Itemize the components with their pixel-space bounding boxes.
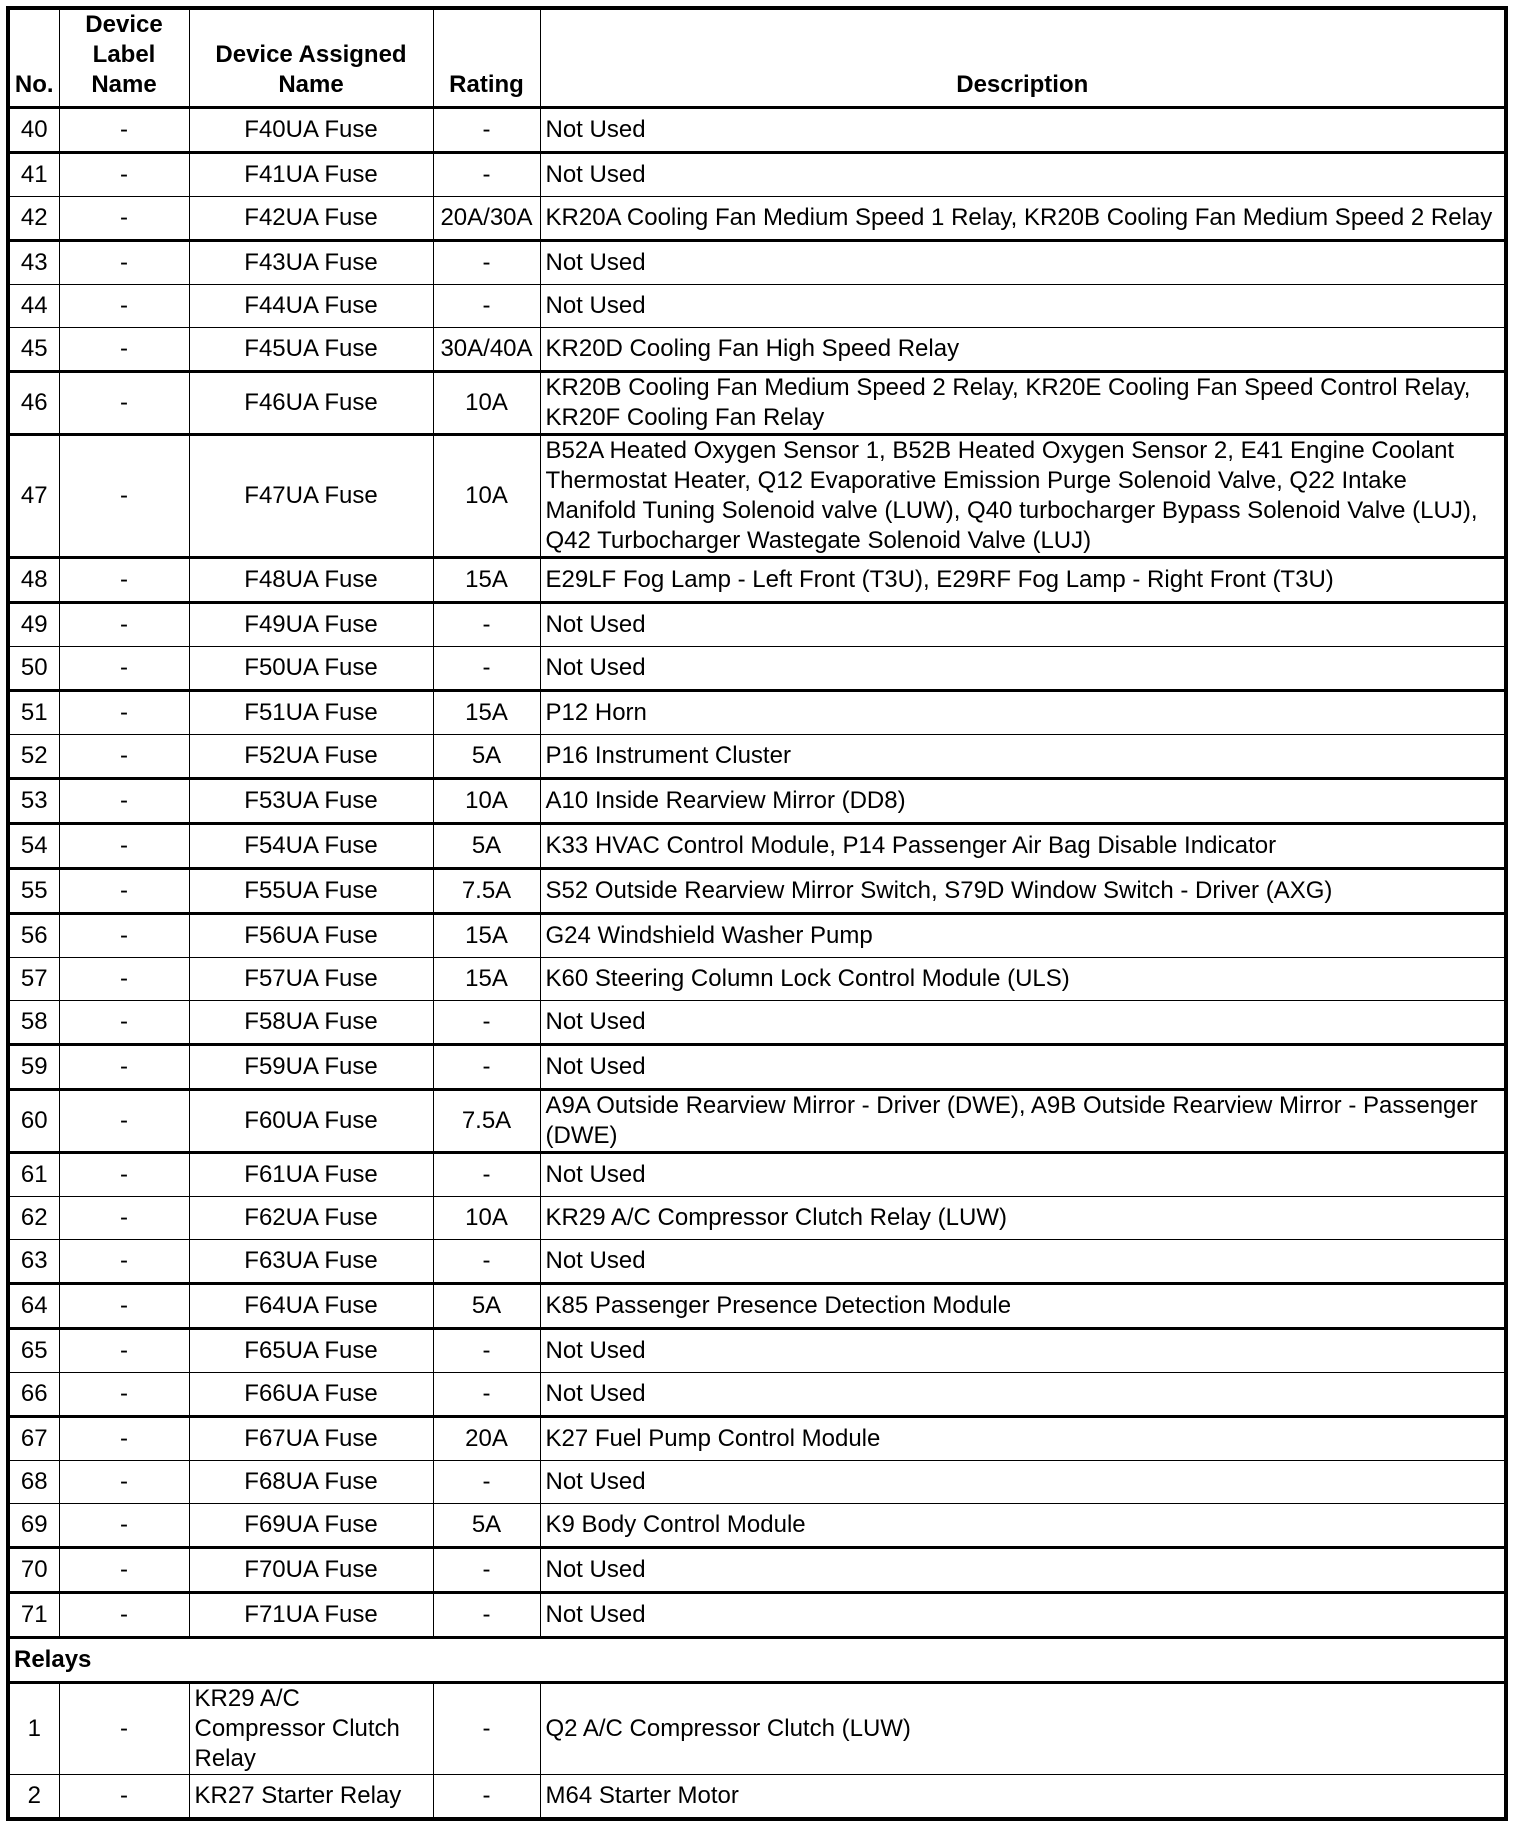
cell-no: 46 (8, 372, 59, 435)
cell-description: Not Used (540, 1373, 1506, 1417)
fuse-row (8, 691, 1506, 735)
cell-device-label-name: - (59, 1001, 189, 1045)
cell-device-label-name: - (59, 435, 189, 558)
cell-no: 64 (8, 1284, 59, 1329)
cell-description: Not Used (540, 153, 1506, 197)
cell-rating: 20A/30A (433, 197, 540, 241)
fuse-row (8, 285, 1506, 328)
cell-device-label-name: - (59, 1775, 189, 1820)
cell-device-assigned-name: F40UA Fuse (189, 108, 433, 153)
cell-description: Q2 A/C Compressor Clutch (LUW) (540, 1683, 1506, 1775)
fuse-row (8, 558, 1506, 603)
cell-description: Not Used (540, 108, 1506, 153)
cell-description: Not Used (540, 1329, 1506, 1373)
cell-no: 62 (8, 1197, 59, 1240)
cell-description: P16 Instrument Cluster (540, 735, 1506, 779)
cell-no: 55 (8, 869, 59, 914)
fuse-row (8, 1461, 1506, 1504)
cell-device-label-name: - (59, 1373, 189, 1417)
cell-description: KR20A Cooling Fan Medium Speed 1 Relay, KR20B Cooling Fan Medium Speed 2 Relay (540, 197, 1506, 241)
fuse-row (8, 435, 1506, 558)
cell-description: S52 Outside Rearview Mirror Switch, S79D Window Switch - Driver (AXG) (540, 869, 1506, 914)
cell-device-assigned-name: F42UA Fuse (189, 197, 433, 241)
fuse-row (8, 1504, 1506, 1548)
cell-rating: - (433, 241, 540, 285)
cell-no: 44 (8, 285, 59, 328)
header-rating: Rating (433, 8, 540, 108)
cell-no: 69 (8, 1504, 59, 1548)
cell-device-assigned-name: F58UA Fuse (189, 1001, 433, 1045)
cell-description: KR20B Cooling Fan Medium Speed 2 Relay, KR20E Cooling Fan Speed Control Relay, KR20F Cooling Fan Relay (540, 372, 1506, 435)
cell-device-assigned-name: F69UA Fuse (189, 1504, 433, 1548)
relays-section-row (8, 1638, 1506, 1683)
fuse-row (8, 735, 1506, 779)
cell-description: Not Used (540, 647, 1506, 691)
cell-rating: 15A (433, 958, 540, 1001)
cell-rating: - (433, 1001, 540, 1045)
cell-no: 59 (8, 1045, 59, 1090)
cell-device-assigned-name: F62UA Fuse (189, 1197, 433, 1240)
cell-no: 54 (8, 824, 59, 869)
cell-no: 65 (8, 1329, 59, 1373)
cell-device-assigned-name: F68UA Fuse (189, 1461, 433, 1504)
cell-description: Not Used (540, 1045, 1506, 1090)
cell-no: 42 (8, 197, 59, 241)
cell-rating: 10A (433, 372, 540, 435)
cell-description: Not Used (540, 1240, 1506, 1284)
cell-device-label-name: - (59, 241, 189, 285)
fuse-row (8, 108, 1506, 153)
cell-no: 61 (8, 1153, 59, 1197)
cell-description: B52A Heated Oxygen Sensor 1, B52B Heated Oxygen Sensor 2, E41 Engine Coolant Thermostat Heater, Q12 Evaporative Emission Purge Solenoid Valve, Q22 Intake Manifold Tuning Solenoid valve (LUW), Q40 turbocharger Bypass Solenoid Valve (LUJ), Q42 Turbocharger Wastegate Solenoid Valve (LUJ) (540, 435, 1506, 558)
cell-device-label-name: - (59, 1504, 189, 1548)
fuse-row (8, 1373, 1506, 1417)
cell-description: K85 Passenger Presence Detection Module (540, 1284, 1506, 1329)
cell-device-label-name: - (59, 958, 189, 1001)
cell-device-label-name: - (59, 779, 189, 824)
cell-rating: 7.5A (433, 869, 540, 914)
cell-rating: - (433, 1373, 540, 1417)
fuse-row (8, 153, 1506, 197)
fuse-row (8, 779, 1506, 824)
cell-rating: 20A (433, 1417, 540, 1461)
cell-device-assigned-name: F71UA Fuse (189, 1593, 433, 1638)
cell-no: 52 (8, 735, 59, 779)
header-description: Description (540, 8, 1506, 108)
fuse-row (8, 1329, 1506, 1373)
relays-section-title: Relays (8, 1638, 1506, 1683)
cell-description: KR29 A/C Compressor Clutch Relay (LUW) (540, 1197, 1506, 1240)
cell-rating: 10A (433, 1197, 540, 1240)
cell-device-label-name: - (59, 691, 189, 735)
cell-rating: - (433, 647, 540, 691)
cell-device-assigned-name: F49UA Fuse (189, 603, 433, 647)
cell-no: 1 (8, 1683, 59, 1775)
cell-no: 56 (8, 914, 59, 958)
fuse-row (8, 647, 1506, 691)
relay-row (8, 1775, 1506, 1820)
cell-device-assigned-name: F54UA Fuse (189, 824, 433, 869)
cell-device-label-name: - (59, 1417, 189, 1461)
cell-device-assigned-name: F46UA Fuse (189, 372, 433, 435)
header-no: No. (8, 8, 59, 108)
fuse-row (8, 1240, 1506, 1284)
cell-device-label-name: - (59, 197, 189, 241)
cell-rating: - (433, 285, 540, 328)
cell-device-label-name: - (59, 1548, 189, 1593)
cell-device-assigned-name: F51UA Fuse (189, 691, 433, 735)
cell-device-label-name: - (59, 914, 189, 958)
cell-rating: 7.5A (433, 1090, 540, 1153)
cell-device-label-name: - (59, 647, 189, 691)
cell-device-assigned-name: F70UA Fuse (189, 1548, 433, 1593)
fuse-row (8, 197, 1506, 241)
cell-device-label-name: - (59, 153, 189, 197)
fuse-row (8, 1284, 1506, 1329)
fuse-row (8, 1417, 1506, 1461)
cell-device-assigned-name: F45UA Fuse (189, 328, 433, 372)
cell-rating: - (433, 108, 540, 153)
cell-device-assigned-name: F55UA Fuse (189, 869, 433, 914)
cell-description: Not Used (540, 603, 1506, 647)
cell-device-assigned-name: F63UA Fuse (189, 1240, 433, 1284)
cell-device-assigned-name: F47UA Fuse (189, 435, 433, 558)
cell-no: 41 (8, 153, 59, 197)
cell-device-assigned-name: F66UA Fuse (189, 1373, 433, 1417)
cell-no: 40 (8, 108, 59, 153)
fuse-row (8, 958, 1506, 1001)
cell-device-assigned-name: F41UA Fuse (189, 153, 433, 197)
cell-rating: 10A (433, 779, 540, 824)
cell-device-assigned-name: F57UA Fuse (189, 958, 433, 1001)
fuse-row (8, 1001, 1506, 1045)
fuse-row (8, 824, 1506, 869)
fuse-row (8, 1153, 1506, 1197)
cell-no: 2 (8, 1775, 59, 1820)
fuse-row (8, 869, 1506, 914)
fuse-row (8, 1548, 1506, 1593)
fuse-row (8, 241, 1506, 285)
cell-description: Not Used (540, 1461, 1506, 1504)
cell-description: A10 Inside Rearview Mirror (DD8) (540, 779, 1506, 824)
cell-no: 57 (8, 958, 59, 1001)
fuse-row (8, 372, 1506, 435)
cell-device-assigned-name: F64UA Fuse (189, 1284, 433, 1329)
cell-rating: - (433, 1329, 540, 1373)
cell-description: Not Used (540, 241, 1506, 285)
cell-description: Not Used (540, 285, 1506, 328)
cell-device-label-name: - (59, 108, 189, 153)
header-device-assigned-name: Device Assigned Name (189, 8, 433, 108)
cell-no: 68 (8, 1461, 59, 1504)
cell-device-label-name: - (59, 869, 189, 914)
header-device-label-name: Device Label Name (59, 8, 189, 108)
cell-device-label-name: - (59, 1593, 189, 1638)
cell-rating: 5A (433, 824, 540, 869)
cell-rating: 5A (433, 1284, 540, 1329)
cell-device-assigned-name: F44UA Fuse (189, 285, 433, 328)
cell-rating: - (433, 1045, 540, 1090)
cell-rating: - (433, 1775, 540, 1820)
fuse-table (6, 6, 1508, 1821)
cell-device-assigned-name: F56UA Fuse (189, 914, 433, 958)
cell-device-label-name: - (59, 824, 189, 869)
cell-device-assigned-name: F67UA Fuse (189, 1417, 433, 1461)
cell-description: Not Used (540, 1548, 1506, 1593)
cell-no: 67 (8, 1417, 59, 1461)
cell-no: 51 (8, 691, 59, 735)
fuse-row (8, 914, 1506, 958)
cell-device-label-name: - (59, 1461, 189, 1504)
cell-device-assigned-name: F53UA Fuse (189, 779, 433, 824)
header-row (8, 8, 1506, 108)
cell-rating: - (433, 603, 540, 647)
fuse-row (8, 328, 1506, 372)
cell-rating: - (433, 153, 540, 197)
cell-no: 48 (8, 558, 59, 603)
cell-device-assigned-name: F48UA Fuse (189, 558, 433, 603)
cell-description: K33 HVAC Control Module, P14 Passenger Air Bag Disable Indicator (540, 824, 1506, 869)
cell-device-assigned-name: F52UA Fuse (189, 735, 433, 779)
cell-description: Not Used (540, 1001, 1506, 1045)
cell-device-label-name: - (59, 1329, 189, 1373)
cell-description: Not Used (540, 1153, 1506, 1197)
cell-description: K9 Body Control Module (540, 1504, 1506, 1548)
cell-rating: - (433, 1240, 540, 1284)
cell-no: 53 (8, 779, 59, 824)
fuse-row (8, 603, 1506, 647)
cell-rating: 10A (433, 435, 540, 558)
cell-description: A9A Outside Rearview Mirror - Driver (DWE), A9B Outside Rearview Mirror - Passenger (DWE) (540, 1090, 1506, 1153)
fuse-row (8, 1593, 1506, 1638)
fuse-row (8, 1197, 1506, 1240)
cell-device-label-name: - (59, 558, 189, 603)
fuse-table-body (8, 108, 1506, 1820)
cell-rating: - (433, 1153, 540, 1197)
cell-description: K60 Steering Column Lock Control Module (ULS) (540, 958, 1506, 1001)
cell-device-assigned-name: F61UA Fuse (189, 1153, 433, 1197)
cell-rating: - (433, 1683, 540, 1775)
cell-no: 45 (8, 328, 59, 372)
cell-device-assigned-name: KR27 Starter Relay (189, 1775, 433, 1820)
cell-device-label-name: - (59, 1683, 189, 1775)
cell-no: 49 (8, 603, 59, 647)
cell-description: K27 Fuel Pump Control Module (540, 1417, 1506, 1461)
cell-rating: 15A (433, 914, 540, 958)
fuse-row (8, 1045, 1506, 1090)
cell-description: KR20D Cooling Fan High Speed Relay (540, 328, 1506, 372)
cell-description: Not Used (540, 1593, 1506, 1638)
cell-rating: 5A (433, 735, 540, 779)
cell-device-label-name: - (59, 372, 189, 435)
cell-no: 50 (8, 647, 59, 691)
cell-rating: - (433, 1548, 540, 1593)
cell-device-label-name: - (59, 1197, 189, 1240)
cell-rating: - (433, 1593, 540, 1638)
cell-device-label-name: - (59, 285, 189, 328)
cell-device-assigned-name: KR29 A/C Compressor Clutch Relay (189, 1683, 433, 1775)
cell-no: 47 (8, 435, 59, 558)
cell-rating: 5A (433, 1504, 540, 1548)
cell-description: G24 Windshield Washer Pump (540, 914, 1506, 958)
cell-description: P12 Horn (540, 691, 1506, 735)
cell-device-assigned-name: F50UA Fuse (189, 647, 433, 691)
cell-description: M64 Starter Motor (540, 1775, 1506, 1820)
relay-row (8, 1683, 1506, 1775)
cell-rating: 30A/40A (433, 328, 540, 372)
cell-device-label-name: - (59, 328, 189, 372)
cell-device-assigned-name: F59UA Fuse (189, 1045, 433, 1090)
cell-rating: - (433, 1461, 540, 1504)
cell-no: 60 (8, 1090, 59, 1153)
cell-device-label-name: - (59, 603, 189, 647)
cell-device-label-name: - (59, 735, 189, 779)
cell-no: 70 (8, 1548, 59, 1593)
cell-device-assigned-name: F60UA Fuse (189, 1090, 433, 1153)
cell-no: 66 (8, 1373, 59, 1417)
cell-no: 71 (8, 1593, 59, 1638)
cell-device-label-name: - (59, 1153, 189, 1197)
fuse-row (8, 1090, 1506, 1153)
cell-device-label-name: - (59, 1090, 189, 1153)
cell-device-label-name: - (59, 1045, 189, 1090)
cell-rating: 15A (433, 691, 540, 735)
cell-rating: 15A (433, 558, 540, 603)
cell-no: 58 (8, 1001, 59, 1045)
cell-device-assigned-name: F65UA Fuse (189, 1329, 433, 1373)
cell-description: E29LF Fog Lamp - Left Front (T3U), E29RF Fog Lamp - Right Front (T3U) (540, 558, 1506, 603)
cell-device-assigned-name: F43UA Fuse (189, 241, 433, 285)
cell-device-label-name: - (59, 1240, 189, 1284)
cell-device-label-name: - (59, 1284, 189, 1329)
cell-no: 63 (8, 1240, 59, 1284)
cell-no: 43 (8, 241, 59, 285)
